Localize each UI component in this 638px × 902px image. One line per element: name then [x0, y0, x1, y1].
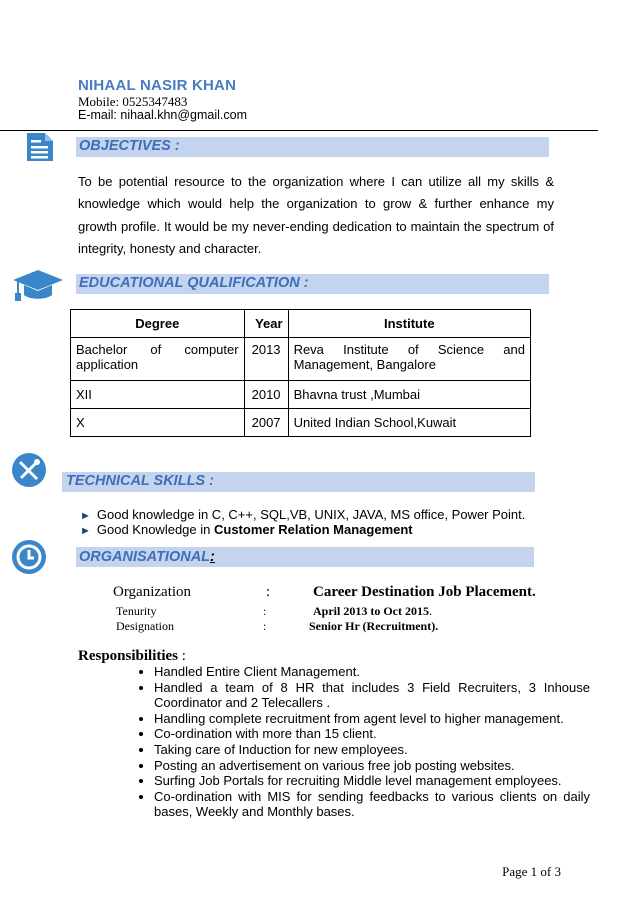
- tenure-value-wrap: [313, 604, 432, 619]
- list-item: • Surfing Job Portals for recruiting Middle level management employees.: [154, 773, 590, 789]
- skill-text: Good Knowledge in: [96, 522, 214, 537]
- degree-cell: Bachelor of computer application: [71, 338, 245, 381]
- institute-cell: United Indian School,Kuwait: [288, 409, 530, 437]
- education-table: [70, 309, 531, 437]
- table-header-row: [71, 310, 531, 338]
- designation-label: Designation: [116, 619, 174, 633]
- email-address: E-mail: nihaal.khn@gmail.com: [78, 108, 248, 122]
- header-divider: [0, 130, 598, 131]
- organisational-label: ORGANISATIONAL: [79, 549, 211, 565]
- table-row: [71, 409, 531, 437]
- year-cell: 2007: [244, 409, 288, 437]
- degree-cell: X: [71, 409, 245, 437]
- table-row: [71, 381, 531, 409]
- tenure-label: Tenurity: [116, 604, 157, 618]
- mobile-number: Mobile: 0525347483: [78, 94, 188, 109]
- triangle-bullet-icon: ►: [80, 525, 91, 537]
- education-title: EDUCATIONAL QUALIFICATION :: [79, 275, 309, 291]
- degree-cell: XII: [71, 381, 245, 409]
- organisational-colon: :: [210, 549, 215, 565]
- clock-icon: [11, 539, 47, 575]
- triangle-bullet-icon: ►: [80, 510, 91, 522]
- list-item: • Co-ordination with MIS for sending feedbacks to various clients on daily bases, Weekly and Monthly bases.: [154, 789, 590, 820]
- list-item: • Handling complete recruitment from agent level to higher management.: [154, 711, 590, 727]
- document-icon: [24, 131, 56, 163]
- list-item: • Posting an advertisement on various free job posting websites.: [154, 758, 590, 774]
- responsibilities-heading: [78, 648, 186, 665]
- year-header: Year: [244, 310, 288, 338]
- list-item: • Handled a team of 8 HR that includes 3 Field Recruiters, 3 Inhouse Coordinator and 2 Telecallers .: [154, 680, 590, 711]
- responsibilities-list: [125, 664, 590, 820]
- skill-item: [80, 507, 525, 522]
- org-sep: :: [266, 584, 271, 600]
- skill-text: Good knowledge in C, C++, SQL,VB, UNIX, JAVA, MS office, Power Point.: [96, 507, 526, 522]
- institute-cell: Bhavna trust ,Mumbai: [288, 381, 530, 409]
- list-item: • Handled Entire Client Management.: [154, 664, 590, 680]
- designation-value: Senior Hr (Recruitment).: [309, 619, 439, 633]
- list-item: • Taking care of Induction for new employees.: [154, 742, 590, 758]
- tenure-sep: :: [263, 604, 267, 618]
- objectives-text: To be potential resource to the organization where I can utilize all my skills & knowledge which would help the organization to grow & further enhance my growth profile. It would be my never-ending dedication to maintain the spectrum of integrity, honesty and character.: [78, 174, 554, 256]
- list-item: • Co-ordination with more than 15 client.: [154, 726, 590, 742]
- page-number: Page 1 of 3: [502, 864, 561, 879]
- degree-header: Degree: [71, 310, 245, 338]
- year-cell: 2013: [244, 338, 288, 381]
- tools-icon: [11, 452, 47, 488]
- designation-sep: :: [263, 619, 267, 633]
- candidate-name: NIHAAL NASIR KHAN: [78, 77, 237, 94]
- tenure-value: April 2013 to Oct 2015: [313, 604, 429, 618]
- org-value: Career Destination Job Placement.: [313, 584, 536, 600]
- institute-cell: Reva Institute of Science and Management, Bangalore: [288, 338, 530, 381]
- tenure-dot: .: [429, 604, 432, 618]
- year-cell: 2010: [244, 381, 288, 409]
- technical-title: TECHNICAL SKILLS :: [66, 473, 214, 489]
- responsibilities-colon: :: [178, 648, 186, 664]
- graduation-cap-icon: [12, 268, 64, 304]
- institute-header: Institute: [288, 310, 530, 338]
- responsibilities-title: Responsibilities: [78, 648, 179, 664]
- org-label: Organization: [113, 584, 192, 600]
- skill-bold-text: Customer Relation Management: [213, 522, 413, 537]
- organisational-title: [79, 549, 215, 565]
- skill-item: [80, 522, 413, 537]
- table-row: [71, 338, 531, 381]
- objectives-title: OBJECTIVES :: [79, 138, 180, 154]
